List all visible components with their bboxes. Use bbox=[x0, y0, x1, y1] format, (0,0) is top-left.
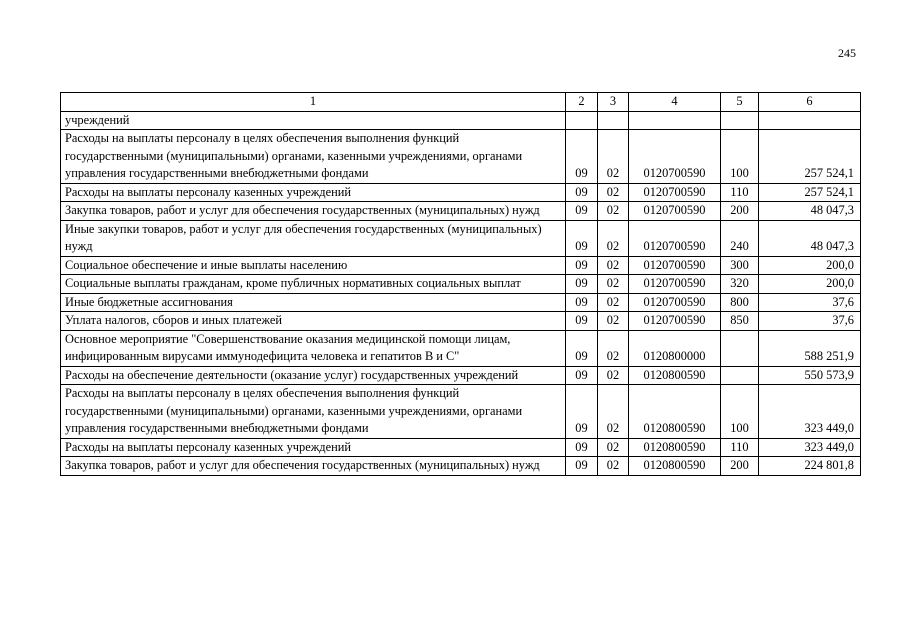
cell-amount: 224 801,8 bbox=[759, 457, 861, 476]
cell-expense-type: 200 bbox=[721, 202, 759, 221]
cell-target-article: 0120700590 bbox=[629, 183, 721, 202]
cell-amount: 37,6 bbox=[759, 293, 861, 312]
cell-target-article: 0120700590 bbox=[629, 312, 721, 331]
cell-name: Расходы на выплаты персоналу казенных учреждений bbox=[61, 183, 566, 202]
cell-target-article: 0120800590 bbox=[629, 366, 721, 385]
table-row bbox=[61, 330, 861, 366]
cell-section bbox=[566, 111, 598, 130]
cell-subsection: 02 bbox=[598, 220, 629, 256]
cell-section: 09 bbox=[566, 183, 598, 202]
column-header: 4 bbox=[629, 93, 721, 112]
cell-section: 09 bbox=[566, 256, 598, 275]
cell-subsection: 02 bbox=[598, 183, 629, 202]
table-row bbox=[61, 130, 861, 184]
cell-amount: 200,0 bbox=[759, 256, 861, 275]
cell-subsection: 02 bbox=[598, 366, 629, 385]
cell-expense-type: 300 bbox=[721, 256, 759, 275]
cell-name: Иные бюджетные ассигнования bbox=[61, 293, 566, 312]
cell-name: Расходы на обеспечение деятельности (оказание услуг) государственных учреждений bbox=[61, 366, 566, 385]
cell-target-article: 0120700590 bbox=[629, 220, 721, 256]
cell-name: Расходы на выплаты персоналу казенных учреждений bbox=[61, 438, 566, 457]
cell-target-article bbox=[629, 111, 721, 130]
cell-target-article: 0120700590 bbox=[629, 130, 721, 184]
cell-target-article: 0120700590 bbox=[629, 202, 721, 221]
cell-name: Закупка товаров, работ и услуг для обеспечения государственных (муниципальных) нужд bbox=[61, 202, 566, 221]
cell-section: 09 bbox=[566, 457, 598, 476]
table-body bbox=[61, 111, 861, 475]
cell-subsection: 02 bbox=[598, 457, 629, 476]
cell-expense-type: 100 bbox=[721, 385, 759, 439]
cell-name: Уплата налогов, сборов и иных платежей bbox=[61, 312, 566, 331]
table-row bbox=[61, 457, 861, 476]
cell-section: 09 bbox=[566, 438, 598, 457]
cell-target-article: 0120700590 bbox=[629, 275, 721, 294]
cell-expense-type: 240 bbox=[721, 220, 759, 256]
table-row bbox=[61, 293, 861, 312]
cell-amount: 550 573,9 bbox=[759, 366, 861, 385]
cell-subsection: 02 bbox=[598, 312, 629, 331]
cell-expense-type: 800 bbox=[721, 293, 759, 312]
budget-table bbox=[60, 92, 861, 476]
column-header: 5 bbox=[721, 93, 759, 112]
cell-section: 09 bbox=[566, 366, 598, 385]
cell-expense-type bbox=[721, 330, 759, 366]
cell-amount bbox=[759, 111, 861, 130]
cell-amount: 323 449,0 bbox=[759, 438, 861, 457]
cell-amount: 48 047,3 bbox=[759, 202, 861, 221]
cell-section: 09 bbox=[566, 312, 598, 331]
cell-subsection bbox=[598, 111, 629, 130]
cell-name: Социальное обеспечение и иные выплаты населению bbox=[61, 256, 566, 275]
cell-subsection: 02 bbox=[598, 202, 629, 221]
cell-amount: 323 449,0 bbox=[759, 385, 861, 439]
cell-target-article: 0120800000 bbox=[629, 330, 721, 366]
cell-name: учреждений bbox=[61, 111, 566, 130]
column-header: 6 bbox=[759, 93, 861, 112]
cell-expense-type: 110 bbox=[721, 438, 759, 457]
cell-amount: 257 524,1 bbox=[759, 183, 861, 202]
column-header: 2 bbox=[566, 93, 598, 112]
cell-subsection: 02 bbox=[598, 385, 629, 439]
cell-subsection: 02 bbox=[598, 293, 629, 312]
table-row bbox=[61, 183, 861, 202]
cell-target-article: 0120700590 bbox=[629, 256, 721, 275]
column-header: 1 bbox=[61, 93, 566, 112]
cell-section: 09 bbox=[566, 220, 598, 256]
cell-amount: 48 047,3 bbox=[759, 220, 861, 256]
cell-name: Закупка товаров, работ и услуг для обеспечения государственных (муниципальных) нужд bbox=[61, 457, 566, 476]
cell-expense-type bbox=[721, 111, 759, 130]
table-row bbox=[61, 385, 861, 439]
cell-subsection: 02 bbox=[598, 130, 629, 184]
cell-expense-type: 850 bbox=[721, 312, 759, 331]
cell-section: 09 bbox=[566, 330, 598, 366]
cell-section: 09 bbox=[566, 385, 598, 439]
cell-name: Расходы на выплаты персоналу в целях обеспечения выполнения функций государственными (муниципальными) органами, казенными учреждениями, органами управления государственными внебюджетными фондами bbox=[61, 385, 566, 439]
cell-amount: 37,6 bbox=[759, 312, 861, 331]
cell-section: 09 bbox=[566, 130, 598, 184]
cell-target-article: 0120800590 bbox=[629, 385, 721, 439]
cell-expense-type: 110 bbox=[721, 183, 759, 202]
cell-target-article: 0120800590 bbox=[629, 438, 721, 457]
cell-section: 09 bbox=[566, 275, 598, 294]
cell-expense-type: 200 bbox=[721, 457, 759, 476]
cell-name: Социальные выплаты гражданам, кроме публичных нормативных социальных выплат bbox=[61, 275, 566, 294]
table-row bbox=[61, 111, 861, 130]
cell-target-article: 0120800590 bbox=[629, 457, 721, 476]
cell-subsection: 02 bbox=[598, 275, 629, 294]
table-row bbox=[61, 202, 861, 221]
cell-amount: 200,0 bbox=[759, 275, 861, 294]
cell-expense-type: 320 bbox=[721, 275, 759, 294]
cell-name: Иные закупки товаров, работ и услуг для обеспечения государственных (муниципальных) нужд bbox=[61, 220, 566, 256]
page-number: 245 bbox=[838, 46, 856, 60]
cell-subsection: 02 bbox=[598, 438, 629, 457]
cell-amount: 588 251,9 bbox=[759, 330, 861, 366]
cell-subsection: 02 bbox=[598, 256, 629, 275]
cell-subsection: 02 bbox=[598, 330, 629, 366]
cell-name: Основное мероприятие "Совершенствование оказания медицинской помощи лицам, инфицированным вирусами иммунодефицита человека и гепатитов В и С" bbox=[61, 330, 566, 366]
table-row bbox=[61, 256, 861, 275]
cell-amount: 257 524,1 bbox=[759, 130, 861, 184]
table-row bbox=[61, 366, 861, 385]
cell-section: 09 bbox=[566, 202, 598, 221]
cell-section: 09 bbox=[566, 293, 598, 312]
table-row bbox=[61, 438, 861, 457]
table-header-row bbox=[61, 93, 861, 112]
column-header: 3 bbox=[598, 93, 629, 112]
table-row bbox=[61, 220, 861, 256]
cell-name: Расходы на выплаты персоналу в целях обеспечения выполнения функций государственными (муниципальными) органами, казенными учреждениями, органами управления государственными внебюджетными фондами bbox=[61, 130, 566, 184]
cell-expense-type bbox=[721, 366, 759, 385]
cell-target-article: 0120700590 bbox=[629, 293, 721, 312]
table-row bbox=[61, 312, 861, 331]
cell-expense-type: 100 bbox=[721, 130, 759, 184]
table-row bbox=[61, 275, 861, 294]
